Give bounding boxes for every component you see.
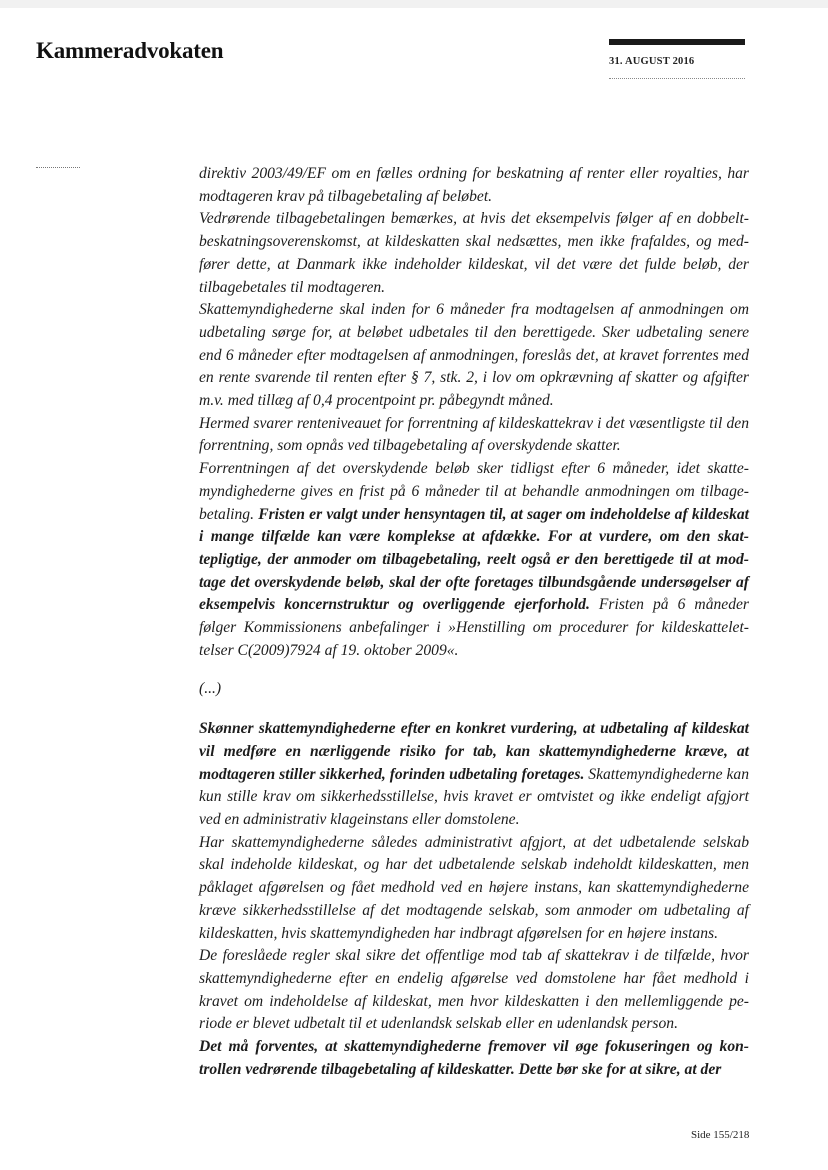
brand-name: Kammeradvokaten xyxy=(36,38,224,63)
page-top-edge xyxy=(0,0,828,8)
text-segment: Forrentningen af det overskydende beløb sker tidligst efter 6 måneder, idet skattemyndighederne gives en frist på 6 måneder til at behandle anmodningen om tilbagebetaling. xyxy=(199,460,749,523)
document-date: 31. AUGUST 2016 xyxy=(609,56,695,67)
paragraph xyxy=(199,1036,749,1081)
text-segment: De foreslåede regler skal sikre det offentlige mod tab af skattekrav i de tilfælde, hvor skattemyndighederne efter en endelig afgørelse ved domstolene har fået medhold i kravet om indeholdelse af kildeskat, men hvor kildeskatten i den mellemliggende periode er blevet udbetalt til et udenlandsk selskab eller en udenlandsk person. xyxy=(199,947,749,1033)
bold-text: Fristen er valgt under hensyntagen til, at sager om indeholdelse af kildeskat i mange tilfælde kan være komplekse at afdække. For at vurdere, om den skattepligtige, der anmoder om tilbagebetaling, reelt også er den berettigede til at modtage det overskydende beløb, skal der ofte foretages tilbundsgående undersøgelser af eksempelvis koncernstruktur og overliggende ejerforhold. xyxy=(199,505,749,614)
paragraph xyxy=(199,832,749,946)
paragraph xyxy=(199,945,749,1036)
date-divider xyxy=(609,78,745,79)
paragraph xyxy=(199,718,749,832)
text-segment: Vedrørende tilbagebetalingen bemærkes, at hvis det eksempelvis følger af en dobbeltbeskatningsoverenskomst, at kildeskatten skal nedsættes, men ikke frafaldes, og medfører dette, at Danmark ikke indeholder kildeskat, vil det være det fulde beløb, der tilbagebetales til modtageren. xyxy=(199,210,749,296)
paragraph xyxy=(199,299,749,413)
text-segment: Har skattemyndighederne således administrativt afgjort, at det udbetalende selskab skal indeholde kildeskat, og har det udbetalende selskab indeholdt kildeskatten, men påklaget afgørelsen og fået medhold ved en højere instans, kan skattemyndighederne kræve sikkerhedsstillelse af det modtagende selskab, som anmoder om udbetaling af kildeskatten, hvis skattemyndigheden har indbragt afgørelsen for en højere instans. xyxy=(199,833,749,942)
document-body xyxy=(199,163,749,1081)
text-segment: Fristen på 6 måneder følger Kommissionens anbefalinger i »Henstilling om procedurer for kildeskattelettelser C(2009)7924 af 19. oktober 2009«. xyxy=(199,596,749,659)
paragraph xyxy=(199,458,749,662)
paragraph xyxy=(199,413,749,458)
bold-text: Skønner skattemyndighederne efter en konkret vurdering, at udbetaling af kildeskat vil medføre en nærliggende risiko for tab, kan skattemyndighederne kræve, at modtageren stiller sikkerhed, forinden udbetaling foretages. xyxy=(199,720,749,783)
paragraph-group-1 xyxy=(199,163,749,662)
page-number: Side 155/218 xyxy=(691,1129,750,1141)
omission-marker: (...) xyxy=(199,680,222,698)
text-segment: direktiv 2003/49/EF om en fælles ordning for beskatning af renter eller royalties, har modtageren krav på tilbagebetaling af beløbet. xyxy=(199,165,749,205)
paragraph-group-2 xyxy=(199,718,749,1081)
text-segment: Skattemyndighederne skal inden for 6 måneder fra modtagelsen af anmodningen om udbetaling sørge for, at beløbet udbetales til den berettigede. Sker udbetaling senere end 6 måneder efter modtagelsen af anmodningen, foreslås det, at kravet forrentes med en rente svarende til renten efter § 7, stk. 2, i lov om opkrævning af skatter og afgifter m.v. med tillæg af 0,4 procentpoint pr. påbegyndt måned. xyxy=(199,301,749,410)
paragraph xyxy=(199,208,749,299)
paragraph xyxy=(199,163,749,208)
margin-divider xyxy=(36,167,80,168)
bold-text: Det må forventes, at skattemyndighederne fremover vil øge fokuseringen og kontrollen vedrørende tilbagebetaling af kildeskatter. Dette bør ske for at sikre, at der xyxy=(199,1038,749,1078)
text-segment: Hermed svarer renteniveauet for forrentning af kildeskattekrav i det væsentligste til den forrentning, som opnås ved tilbagebetaling af overskydende skatter. xyxy=(199,414,749,455)
text-segment: Skattemyndighederne kan kun stille krav om sikkerhedsstillelse, hvis kravet er omtvistet og ikke endeligt afgjort ved en administrativ klageinstans eller domstolene. xyxy=(199,765,749,828)
date-bar xyxy=(609,39,745,45)
